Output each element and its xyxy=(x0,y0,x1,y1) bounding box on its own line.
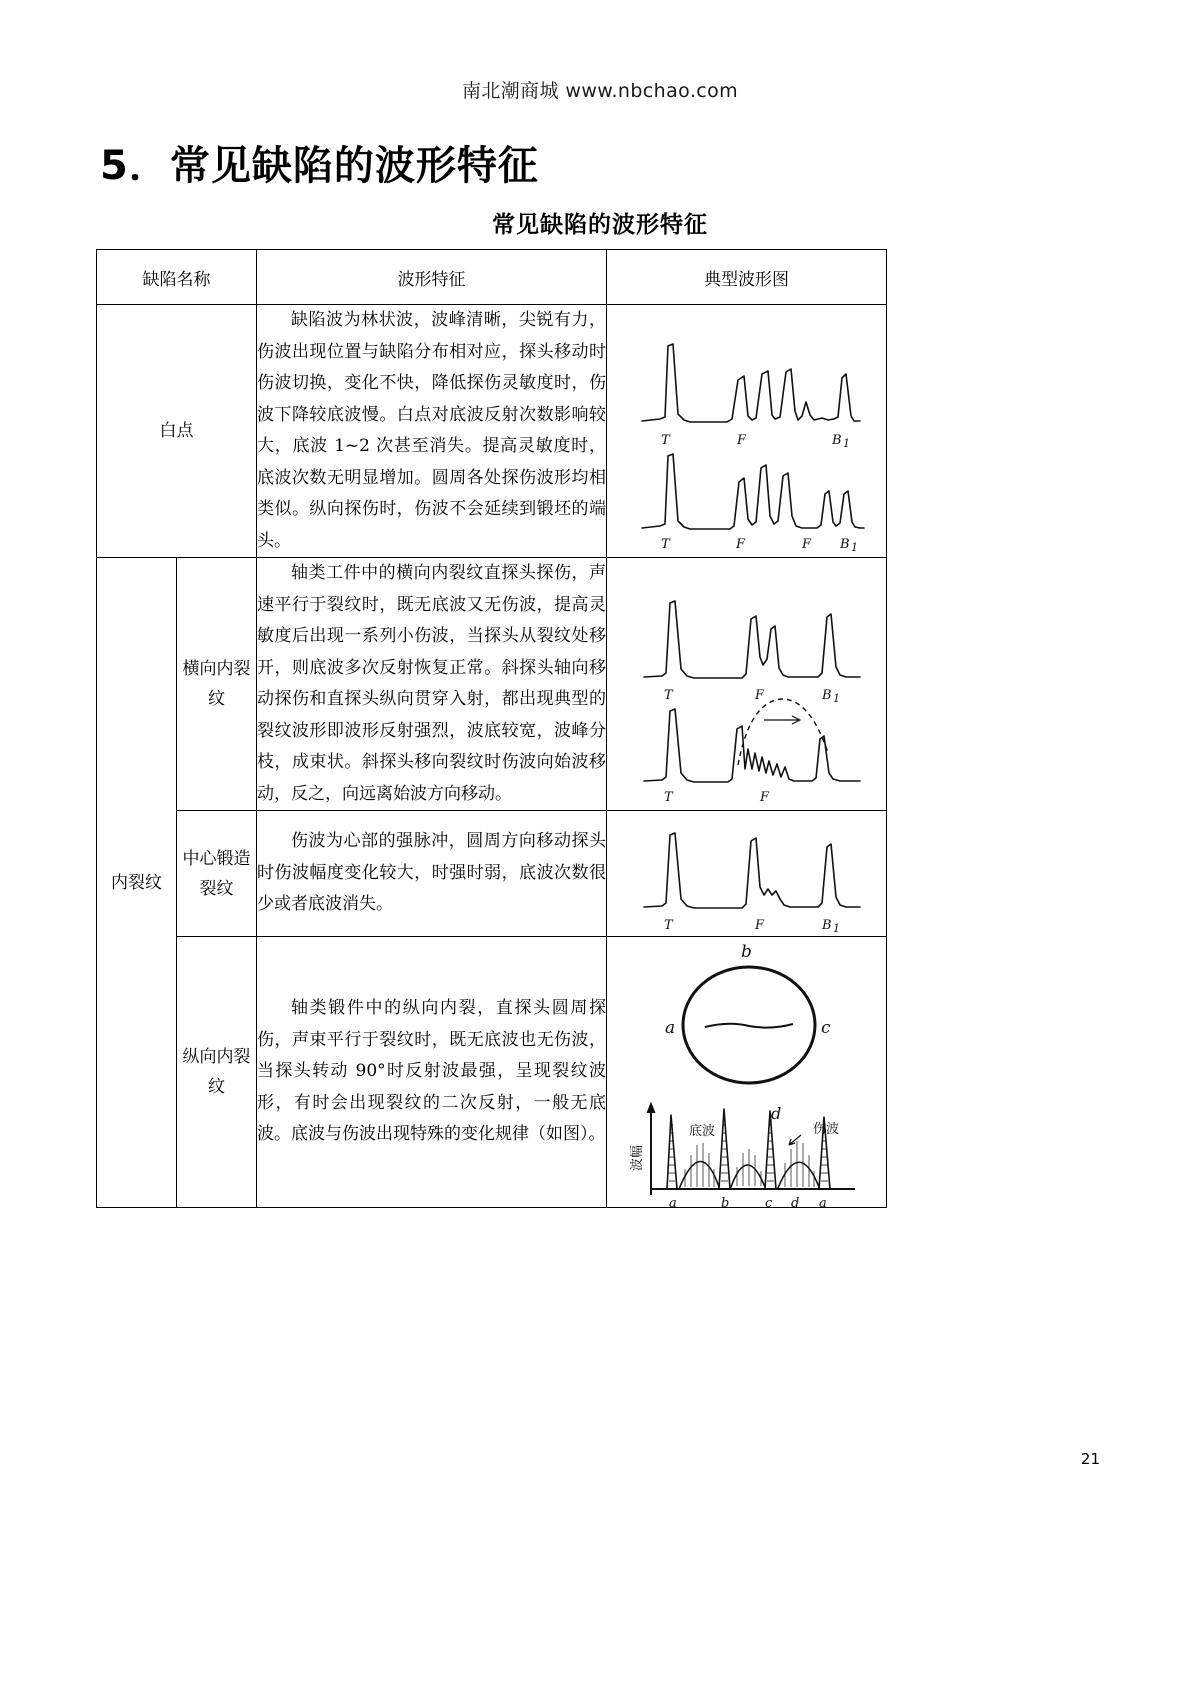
figure-cn-label-amplitude: 波幅 xyxy=(629,1144,645,1171)
waveform-label-F-1: F xyxy=(736,433,746,448)
figure-cn-label-bottom-wave: 底波 xyxy=(688,1124,715,1139)
defect-group-internal-crack: 内裂纹 xyxy=(97,558,177,1208)
page-number: 21 xyxy=(1080,1450,1100,1468)
defect-description-longitudinal-internal-crack: 轴类锻件中的纵向内裂，直探头圆周探伤，声束平行于裂纹时，既无底波也无伤波，当探头转动 90°时反射波最强，呈现裂纹波形，有时会出现裂纹的二次反射，一般无底波。底波与伤波出现特殊的变化规律（如图）。 xyxy=(257,937,607,1208)
waveform-label-B1-2-sub: 1 xyxy=(850,541,858,554)
waveform-label-T-2: T xyxy=(660,537,670,552)
table-header-row xyxy=(97,250,887,305)
waveform-label-B1-4: B xyxy=(821,918,832,933)
table-caption: 常见缺陷的波形特征 xyxy=(492,211,708,238)
defect-name-longitudinal-internal-crack: 纵向内裂纹 xyxy=(177,937,257,1208)
figure-label-c-right: c xyxy=(820,1018,831,1038)
waveform-label-B1-4-sub: 1 xyxy=(832,922,840,935)
axis-label-a-2: a xyxy=(818,1196,827,1211)
waveform-svg-longitudinal-internal-crack xyxy=(623,937,871,1211)
waveform-svg-white-spot xyxy=(632,316,862,554)
axis-label-d-1: d xyxy=(790,1196,799,1211)
waveform-svg-transverse-internal-crack xyxy=(632,569,862,805)
waveform-label-F-5: F xyxy=(759,790,769,805)
waveform-label-T-1: T xyxy=(660,433,670,448)
waveform-figure-center-forging-crack xyxy=(607,811,887,937)
waveform-label-T-5: T xyxy=(663,918,673,933)
figure-cn-label-flaw-wave: 伤波 xyxy=(812,1122,839,1137)
waveform-label-F-4: F xyxy=(754,688,764,703)
figure-label-d-top: d xyxy=(770,1104,781,1123)
column-header-waveform-features: 波形特征 xyxy=(257,250,607,305)
waveform-figure-white-spot xyxy=(607,305,887,558)
figure-label-b-top: b xyxy=(740,942,752,962)
table-row xyxy=(97,811,887,937)
column-header-defect-name: 缺陷名称 xyxy=(97,250,257,305)
waveform-label-B1-3: B xyxy=(821,688,832,703)
defect-name-transverse-internal-crack: 横向内裂纹 xyxy=(177,558,257,811)
hatched-peaks xyxy=(667,1109,830,1189)
axis-label-c-1: c xyxy=(764,1196,772,1211)
waveform-label-B1-1-sub: 1 xyxy=(842,437,850,450)
waveform-label-B1-1: B xyxy=(831,433,842,448)
site-watermark-header: 南北潮商城 www.nbchao.com xyxy=(461,80,739,102)
table-row xyxy=(97,937,887,1208)
defect-name-center-forging-crack: 中心锻造裂纹 xyxy=(177,811,257,937)
hump-2 xyxy=(731,1165,765,1187)
figure-label-a-left: a xyxy=(664,1018,675,1038)
axis-label-a-1: a xyxy=(668,1196,677,1211)
table-row xyxy=(97,558,887,811)
waveform-label-F-3: F xyxy=(801,537,811,552)
waveform-label-B1-3-sub: 1 xyxy=(832,692,840,705)
waveform-label-F-6: F xyxy=(754,918,764,933)
waveform-figure-transverse-internal-crack xyxy=(607,558,887,811)
page-title: 5．常见缺陷的波形特征 xyxy=(100,143,539,189)
defect-description-white-spot: 缺陷波为林状波，波峰清晰，尖锐有力，伤波出现位置与缺陷分布相对应，探头移动时伤波切换，变化不快，降低探伤灵敏度时，伤波下降较底波慢。白点对底波反射次数影响较大，底波 1~2 次甚至消失。提高灵敏度时，底波次数无明显增加。圆周各处探伤波形均相类似。纵向探伤时，伤波不会延续到锻坯的端头。 xyxy=(257,305,607,558)
table-row xyxy=(97,305,887,558)
waveform-label-T-3: T xyxy=(663,688,673,703)
column-header-typical-waveform: 典型波形图 xyxy=(607,250,887,305)
waveform-figure-longitudinal-internal-crack xyxy=(607,937,887,1211)
hump-3 xyxy=(778,1162,819,1188)
defect-description-transverse-internal-crack: 轴类工件中的横向内裂纹直探头探伤，声速平行于裂纹时，既无底波又无伤波，提高灵敏度后出现一系列小伤波，当探头从裂纹处移开，则底波多次反射恢复正常。斜探头轴向移动探伤和直探头纵向贯穿入射，都出现典型的裂纹波形即波形反射强烈，波底较宽，波峰分枝，成束状。斜探头移向裂纹时伤波向始波移动，反之，向远离始波方向移动。 xyxy=(257,558,607,811)
waveform-label-T-4: T xyxy=(663,790,673,805)
waveform-svg-center-forging-crack xyxy=(632,811,862,936)
axis-label-b-1: b xyxy=(720,1196,729,1211)
defect-waveform-table xyxy=(96,249,887,1211)
defect-description-center-forging-crack: 伤波为心部的强脉冲，圆周方向移动探头时伤波幅度变化较大，时强时弱，底波次数很少或者底波消失。 xyxy=(257,811,607,937)
defect-name-white-spot: 白点 xyxy=(97,305,257,558)
waveform-label-B1-2: B xyxy=(839,537,850,552)
waveform-label-F-2: F xyxy=(735,537,745,552)
